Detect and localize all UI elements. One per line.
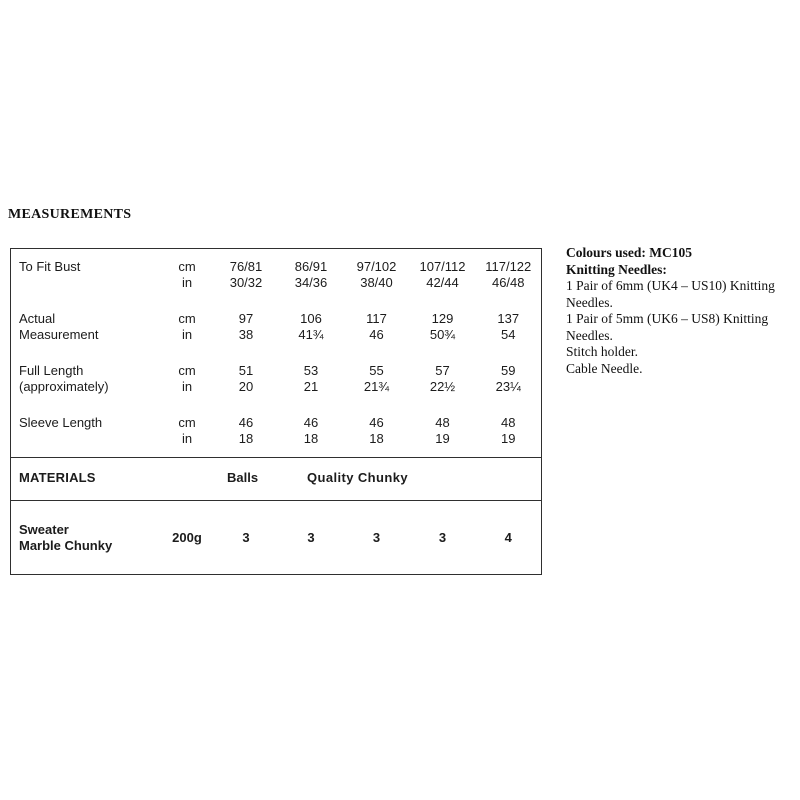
value-cell: 106 41¾ bbox=[298, 311, 324, 342]
balls-count: 3 bbox=[307, 529, 315, 545]
value-cell: 86/91 34/36 bbox=[294, 259, 328, 290]
balls-count: 3 bbox=[438, 529, 447, 545]
value-cell: 137 54 bbox=[497, 311, 520, 342]
value-cell: 51 20 bbox=[238, 363, 254, 394]
product-row bbox=[11, 501, 542, 575]
value-cell: 55 21¾ bbox=[363, 363, 390, 394]
unit-cell: cm in bbox=[178, 363, 196, 394]
stitch-holder-note: Stitch holder. bbox=[566, 344, 638, 359]
value-cell: 129 50¾ bbox=[429, 311, 456, 342]
value-cell: 97 38 bbox=[238, 311, 254, 342]
cable-needle-note: Cable Needle. bbox=[566, 360, 643, 376]
value-cell: 46 18 bbox=[369, 415, 384, 446]
value-cell: 76/81 30/32 bbox=[229, 259, 263, 290]
table-row bbox=[11, 405, 542, 458]
row-label-to-fit-bust: To Fit Bust bbox=[19, 259, 81, 274]
value-cell: 48 19 bbox=[435, 415, 450, 446]
value-cell: 59 23¼ bbox=[495, 363, 521, 394]
measurements-heading: MEASUREMENTS bbox=[8, 207, 132, 222]
knitting-needles-heading: Knitting Needles: bbox=[566, 261, 667, 277]
unit-cell: cm in bbox=[178, 311, 196, 342]
product-label: Sweater Marble Chunky bbox=[19, 521, 113, 553]
value-cell: 48 19 bbox=[501, 415, 516, 446]
table-row bbox=[11, 249, 542, 302]
table-row bbox=[11, 301, 542, 353]
unit-cell: cm in bbox=[178, 259, 196, 290]
balls-count: 4 bbox=[504, 529, 512, 545]
value-cell: 117 46 bbox=[366, 311, 387, 342]
materials-row bbox=[11, 458, 542, 501]
balls-label: Balls bbox=[227, 470, 259, 485]
quality-label: Quality Chunky bbox=[307, 470, 408, 485]
needle-note-5mm: 1 Pair of 5mm (UK6 – US8) Knitting Needles. bbox=[566, 311, 769, 343]
measurements-table bbox=[10, 248, 542, 575]
value-cell: 107/112 42/44 bbox=[419, 259, 466, 290]
needle-note-6mm: 1 Pair of 6mm (UK4 – US10) Knitting Needles. bbox=[566, 278, 775, 310]
value-cell: 97/102 38/40 bbox=[356, 259, 397, 290]
value-cell: 53 21 bbox=[303, 363, 319, 394]
notes-panel bbox=[566, 245, 798, 377]
balls-count: 3 bbox=[372, 529, 381, 545]
value-cell: 46 18 bbox=[303, 415, 319, 446]
value-cell: 57 22½ bbox=[429, 363, 456, 394]
value-cell: 117/122 46/48 bbox=[485, 259, 532, 290]
row-label-sleeve-length: Sleeve Length bbox=[19, 415, 103, 430]
table-row bbox=[11, 353, 542, 405]
row-label-full-length: Full Length (approximately) bbox=[19, 363, 109, 394]
materials-label: MATERIALS bbox=[19, 470, 96, 485]
unit-cell: cm in bbox=[178, 415, 196, 446]
product-weight: 200g bbox=[172, 529, 202, 545]
value-cell: 46 18 bbox=[238, 415, 254, 446]
row-label-actual-measurement: Actual Measurement bbox=[19, 311, 99, 342]
colours-used-note: Colours used: MC105 bbox=[566, 245, 693, 260]
balls-count: 3 bbox=[242, 529, 250, 545]
